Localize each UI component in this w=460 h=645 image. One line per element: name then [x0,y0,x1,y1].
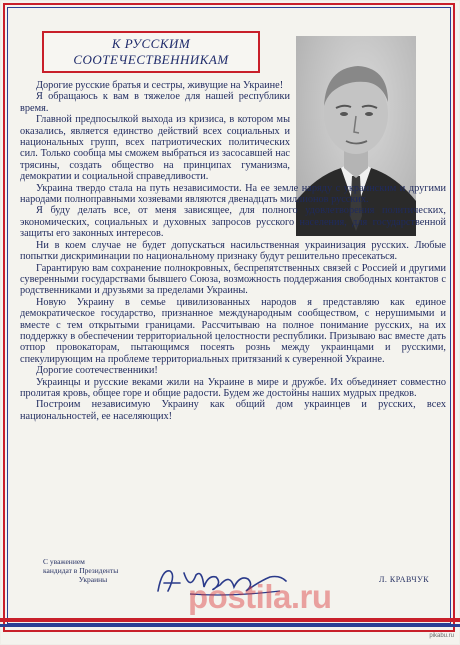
watermark: postila.ru [188,578,332,615]
source-tag: pikabu.ru [429,633,454,639]
paragraph-new-ukraine: Новую Украину в семье цивилизованных народов я представляю как единое демократическое государство, признанное международным сообществом, с нерушимыми и вместе с тем открытыми границами. Рассчитываю на полное понимание русских, на их поддержку в обеспечении территориальной целостности республики. Призываю вас вместе дать отпор провокаторам, пытающимся посеять рознь между украинцами и русскими, спекулирующим на проблеме территориальных притязаний к суверенной Украине. [20,296,446,365]
bottom-blue-stripe [0,624,460,627]
paragraph-independence: Украина твердо стала на путь независимости. На ее земле наряду с украинским и другими народами полноправными хозяевами являются двенадцать миллионов русских. [20,182,446,206]
paragraph-unity: Главной предпосылкой выхода из кризиса, в котором мы оказались, является единство действий всех социальных и национальных групп, всех патриотических политических сил. Только сообща мы сможем выбраться из засосавшей нас трясины, создать общество на принципах гуманизма, демократии и социальной справедливости. [20,114,290,183]
paragraph-appeal: Я обращаюсь к вам в тяжелое для нашей республики время. [20,91,290,114]
paragraph-rights: Я буду делать все, от меня зависящее, для полного удовлетворения политических, экономических, социальных и духовных запросов русского населения, для государственной защиты его законных интересов. [20,205,446,240]
paragraph-closing: Построим независимую Украину как общий дом украинцев и русских, всех национальностей, ее населяющих! [20,399,446,422]
title-line-1: К РУССКИМ [111,36,191,51]
paragraph-ties: Гарантирую вам сохранение полнокровных, беспрепятственных связей с Россией и другими суверенными государствами бывшего Союза, возможность поддержания свободных контактов с родственниками и друзьями за пределами Украины. [20,262,446,297]
paragraph-address: Дорогие соотечественники! [36,365,158,377]
bottom-red-stripe [0,618,460,622]
regards-line-2: кандидат в Президенты [43,566,119,575]
title-box [42,31,260,73]
paragraph-no-ukrainization: Ни в коем случае не будет допускаться насильственная украинизация русских. Любые попытки дискриминации по национальному признаку будут решительно пресекаться. [20,239,446,263]
regards-block [43,557,143,584]
paragraph-friendship: Украинцы и русские веками жили на Украине в мире и дружбе. Их объединяет совместно пролитая кровь, общее горе и общие радости. Будем же достойны наших мудрых предков. [20,376,446,399]
paragraph-greeting: Дорогие русские братья и сестры, живущие на Украине! [36,80,284,91]
title-line-2: СООТЕЧЕСТВЕННИКАМ [73,52,229,67]
regards-line-3: Украины [78,575,108,584]
letter-body [20,80,446,422]
regards-line-1: С уважением [43,557,85,566]
signatory-name: Л. КРАВЧУК [379,575,430,584]
